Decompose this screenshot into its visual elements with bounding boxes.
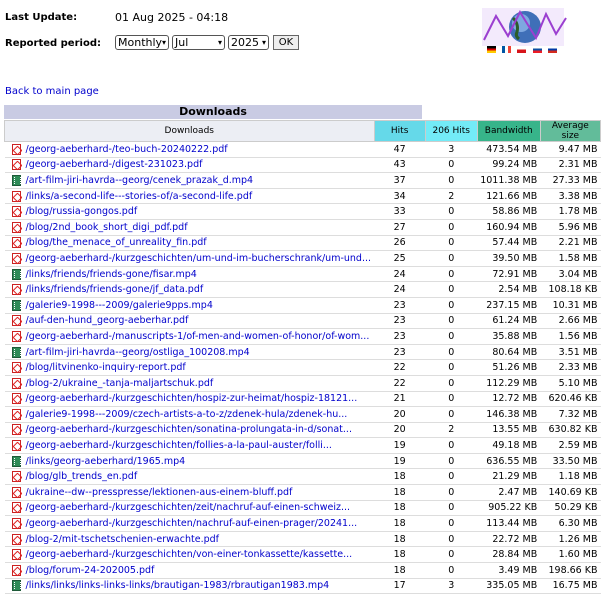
download-link[interactable]: /georg-aeberhard-/kurzgeschichten/von-einer-tonkassette/kassette... (25, 549, 353, 561)
last-update-label: Last Update: (5, 12, 78, 23)
download-cell (5, 329, 375, 345)
download-cell (5, 204, 375, 220)
table-row (5, 360, 601, 376)
table-row (5, 329, 601, 345)
average-size-cell: 10.31 MB (540, 297, 600, 313)
hits-cell: 18 (374, 547, 425, 563)
table-row (5, 438, 601, 454)
hits-206-cell: 0 (425, 516, 477, 532)
hits-206-cell: 0 (425, 391, 477, 407)
pdf-file-icon (12, 222, 21, 233)
ok-button[interactable]: OK (273, 35, 299, 50)
hits-206-cell: 0 (425, 282, 477, 298)
download-link[interactable]: /georg-aeberhard-/kurzgeschichten/um-und-im-bucherschrank/um-und... (25, 252, 372, 264)
download-link[interactable]: /ukraine--dw--presspresse/lektionen-aus-einem-bluff.pdf (25, 486, 293, 498)
table-row (5, 500, 601, 516)
video-file-icon (12, 580, 21, 591)
download-link[interactable]: /georg-aeberhard-/kurzgeschichten/zeit/nachruf-auf-einen-schweiz... (25, 502, 351, 514)
downloads-section-title: Downloads (4, 105, 422, 119)
hits-206-cell: 0 (425, 407, 477, 423)
hits-cell: 20 (374, 422, 425, 438)
average-size-cell: 3.04 MB (540, 266, 600, 282)
hits-206-cell: 0 (425, 500, 477, 516)
flag-de-icon[interactable] (487, 46, 496, 53)
download-cell (5, 485, 375, 501)
average-size-cell: 1.56 MB (540, 329, 600, 345)
hits-cell: 26 (374, 235, 425, 251)
download-link[interactable]: /blog-2/ukraine_-tanja-maljartschuk.pdf (25, 377, 214, 389)
table-row (5, 407, 601, 423)
hits-cell: 34 (374, 188, 425, 204)
download-link[interactable]: /georg-aeberhard-/kurzgeschichten/nachruf-auf-einen-prager/20241... (25, 518, 358, 530)
pdf-file-icon (12, 393, 21, 404)
bandwidth-cell: 28.84 MB (477, 547, 540, 563)
month-value: Jul (175, 36, 189, 49)
table-row (5, 251, 601, 267)
bandwidth-cell: 35.88 MB (477, 329, 540, 345)
video-file-icon (12, 269, 21, 280)
bandwidth-cell: 72.91 MB (477, 266, 540, 282)
average-size-cell: 2.66 MB (540, 313, 600, 329)
col-bandwidth: Bandwidth (477, 121, 540, 142)
table-row (5, 204, 601, 220)
download-cell (5, 297, 375, 313)
pdf-file-icon (12, 331, 21, 342)
pdf-file-icon (12, 534, 21, 545)
average-size-cell: 198.66 KB (540, 563, 600, 579)
hits-206-cell: 0 (425, 204, 477, 220)
bandwidth-cell: 99.24 MB (477, 157, 540, 173)
bandwidth-cell: 3.49 MB (477, 563, 540, 579)
pdf-file-icon (12, 565, 21, 576)
download-cell (5, 313, 375, 329)
average-size-cell: 9.47 MB (540, 142, 600, 158)
bandwidth-cell: 473.54 MB (477, 142, 540, 158)
hits-206-cell: 0 (425, 251, 477, 267)
table-row (5, 469, 601, 485)
download-cell (5, 516, 375, 532)
chevron-down-icon: ▾ (161, 38, 166, 47)
average-size-cell: 3.38 MB (540, 188, 600, 204)
hits-cell: 17 (374, 578, 425, 594)
bandwidth-cell: 2.54 MB (477, 282, 540, 298)
hits-cell: 19 (374, 438, 425, 454)
hits-206-cell: 3 (425, 142, 477, 158)
average-size-cell: 16.75 MB (540, 578, 600, 594)
table-row (5, 578, 601, 594)
average-size-cell: 1.58 MB (540, 251, 600, 267)
download-link[interactable]: /georg-aeberhard-/kurzgeschichten/sonatina-prolungata-in-d/sonat... (25, 424, 352, 436)
hits-cell: 23 (374, 344, 425, 360)
download-link[interactable]: /georg-aeberhard-/kurzgeschichten/follies-a-la-paul-auster/folli... (25, 440, 332, 452)
hits-206-cell: 0 (425, 360, 477, 376)
hits-cell: 33 (374, 204, 425, 220)
average-size-cell: 6.30 MB (540, 516, 600, 532)
average-size-cell: 27.33 MB (540, 173, 600, 189)
hits-cell: 23 (374, 297, 425, 313)
bandwidth-cell: 146.38 MB (477, 407, 540, 423)
table-row (5, 188, 601, 204)
download-link[interactable]: /blog-2/mit-tschetschenien-erwachte.pdf (25, 533, 219, 545)
pdf-file-icon (12, 424, 21, 435)
col-hits: Hits (374, 121, 425, 142)
bandwidth-cell: 636.55 MB (477, 453, 540, 469)
table-row (5, 282, 601, 298)
hits-cell: 47 (374, 142, 425, 158)
hits-206-cell: 0 (425, 438, 477, 454)
hits-cell: 18 (374, 531, 425, 547)
hits-cell: 22 (374, 375, 425, 391)
download-link[interactable]: /art-film-jiri-havrda--georg/cenek_prazak_d.mp4 (25, 174, 254, 186)
video-file-icon (12, 347, 21, 358)
hits-206-cell: 0 (425, 547, 477, 563)
average-size-cell: 50.29 KB (540, 500, 600, 516)
average-size-cell: 2.21 MB (540, 235, 600, 251)
download-link[interactable]: /georg-aeberhard-/kurzgeschichten/hospiz-zur-heimat/hospiz-18121... (25, 393, 358, 405)
hits-206-cell: 0 (425, 485, 477, 501)
download-cell (5, 469, 375, 485)
hits-cell: 18 (374, 563, 425, 579)
hits-cell: 24 (374, 266, 425, 282)
table-row (5, 547, 601, 563)
video-file-icon (12, 456, 21, 467)
hits-cell: 23 (374, 313, 425, 329)
table-row (5, 531, 601, 547)
download-link[interactable]: /galerie9-1998---2009/galerie9pps.mp4 (25, 299, 213, 311)
hits-cell: 18 (374, 469, 425, 485)
hits-206-cell: 0 (425, 157, 477, 173)
table-row (5, 563, 601, 579)
pdf-file-icon (12, 315, 21, 326)
average-size-cell: 5.96 MB (540, 219, 600, 235)
chevron-down-icon: ▾ (217, 38, 222, 47)
hits-206-cell: 0 (425, 235, 477, 251)
download-cell (5, 500, 375, 516)
average-size-cell: 7.32 MB (540, 407, 600, 423)
pdf-file-icon (12, 471, 21, 482)
table-row (5, 516, 601, 532)
video-file-icon (12, 300, 21, 311)
table-row (5, 391, 601, 407)
table-row (5, 173, 601, 189)
download-cell (5, 282, 375, 298)
downloads-table (4, 120, 601, 594)
average-size-cell: 1.26 MB (540, 531, 600, 547)
pdf-file-icon (12, 284, 21, 295)
hits-206-cell: 0 (425, 297, 477, 313)
download-link[interactable]: /georg-aeberhard-/manuscripts-1/of-men-and-women-of-honor/of-wom... (25, 330, 370, 342)
hits-cell: 22 (374, 360, 425, 376)
table-row (5, 297, 601, 313)
hits-cell: 37 (374, 173, 425, 189)
pdf-file-icon (12, 409, 21, 420)
report-header (0, 0, 604, 70)
hits-cell: 23 (374, 329, 425, 345)
average-size-cell: 630.82 KB (540, 422, 600, 438)
download-cell (5, 547, 375, 563)
download-cell (5, 578, 375, 594)
back-to-main-link[interactable]: Back to main page (5, 86, 99, 97)
download-link[interactable]: /links/a-second-life---stories-of/a-second-life.pdf (25, 190, 253, 202)
table-row (5, 219, 601, 235)
download-cell (5, 422, 375, 438)
hits-206-cell: 0 (425, 531, 477, 547)
pdf-file-icon (12, 253, 21, 264)
table-row (5, 266, 601, 282)
hits-206-cell: 0 (425, 329, 477, 345)
pdf-file-icon (12, 502, 21, 513)
average-size-cell: 140.69 KB (540, 485, 600, 501)
bandwidth-cell: 160.94 MB (477, 219, 540, 235)
bandwidth-cell: 905.22 KB (477, 500, 540, 516)
last-update-value: 01 Aug 2025 - 04:18 (115, 11, 229, 24)
average-size-cell: 108.18 KB (540, 282, 600, 298)
hits-cell: 43 (374, 157, 425, 173)
pdf-file-icon (12, 237, 21, 248)
bandwidth-cell: 113.44 MB (477, 516, 540, 532)
download-cell (5, 563, 375, 579)
table-row (5, 422, 601, 438)
bandwidth-cell: 61.24 MB (477, 313, 540, 329)
pdf-file-icon (12, 144, 21, 155)
bandwidth-cell: 1011.38 MB (477, 173, 540, 189)
download-link[interactable]: /auf-den-hund_georg-aeberhar.pdf (25, 315, 189, 327)
bandwidth-cell: 58.86 MB (477, 204, 540, 220)
month-select[interactable] (172, 35, 225, 50)
download-cell (5, 157, 375, 173)
download-link[interactable]: /georg-aeberhard-/digest-231023.pdf (25, 159, 203, 171)
table-row (5, 157, 601, 173)
hits-206-cell: 0 (425, 375, 477, 391)
hits-206-cell: 2 (425, 188, 477, 204)
table-row (5, 375, 601, 391)
bandwidth-cell: 51.26 MB (477, 360, 540, 376)
pdf-file-icon (12, 159, 21, 170)
hits-206-cell: 0 (425, 469, 477, 485)
bandwidth-cell: 80.64 MB (477, 344, 540, 360)
col-average-size: Average size (540, 121, 600, 142)
download-cell (5, 173, 375, 189)
hits-cell: 21 (374, 391, 425, 407)
download-link[interactable]: /blog/the_menace_of_unreality_fin.pdf (25, 237, 207, 249)
bandwidth-cell: 121.66 MB (477, 188, 540, 204)
pdf-file-icon (12, 362, 21, 373)
hits-206-cell: 0 (425, 173, 477, 189)
average-size-cell: 3.51 MB (540, 344, 600, 360)
average-size-cell: 5.10 MB (540, 375, 600, 391)
table-row (5, 485, 601, 501)
download-link[interactable]: /links/links/links-links-links/brautigan-1983/rbrautigan1983.mp4 (25, 580, 330, 592)
download-cell (5, 407, 375, 423)
download-cell (5, 531, 375, 547)
bandwidth-cell: 22.72 MB (477, 531, 540, 547)
hits-206-cell: 3 (425, 578, 477, 594)
average-size-cell: 1.78 MB (540, 204, 600, 220)
hits-206-cell: 0 (425, 563, 477, 579)
download-link[interactable]: /links/friends/friends-gone/jf_data.pdf (25, 284, 204, 296)
period-type-select[interactable] (115, 35, 169, 50)
download-link[interactable]: /blog/forum-24-202005.pdf (25, 564, 155, 576)
bandwidth-cell: 2.47 MB (477, 485, 540, 501)
download-link[interactable]: /blog/russia-gongos.pdf (25, 206, 138, 218)
hits-206-cell: 0 (425, 266, 477, 282)
year-value: 2025 (231, 36, 259, 49)
col-downloads: Downloads (5, 121, 375, 142)
bandwidth-cell: 39.50 MB (477, 251, 540, 267)
bandwidth-cell: 21.29 MB (477, 469, 540, 485)
hits-cell: 24 (374, 282, 425, 298)
download-cell (5, 251, 375, 267)
reported-period-label: Reported period: (5, 38, 101, 49)
download-cell (5, 391, 375, 407)
pdf-file-icon (12, 440, 21, 451)
download-link[interactable]: /blog/glb_trends_en.pdf (25, 471, 138, 483)
pdf-file-icon (12, 378, 21, 389)
bandwidth-cell: 237.15 MB (477, 297, 540, 313)
table-row (5, 142, 601, 158)
table-row (5, 313, 601, 329)
hits-206-cell: 0 (425, 219, 477, 235)
col-206-hits: 206 Hits (425, 121, 477, 142)
average-size-cell: 2.31 MB (540, 157, 600, 173)
download-cell (5, 360, 375, 376)
hits-cell: 18 (374, 500, 425, 516)
pdf-file-icon (12, 206, 21, 217)
download-cell (5, 142, 375, 158)
download-link[interactable]: /links/friends/friends-gone/fisar.mp4 (25, 268, 197, 280)
pdf-file-icon (12, 487, 21, 498)
download-cell (5, 235, 375, 251)
download-cell (5, 438, 375, 454)
average-size-cell: 2.59 MB (540, 438, 600, 454)
flag-ru-icon[interactable] (548, 46, 557, 53)
average-size-cell: 33.50 MB (540, 453, 600, 469)
language-flags (487, 46, 560, 57)
bandwidth-cell: 12.72 MB (477, 391, 540, 407)
download-cell (5, 453, 375, 469)
download-link[interactable]: /galerie9-1998---2009/czech-artists-a-to-z/zdenek-hula/zdenek-hu... (25, 408, 348, 420)
hits-206-cell: 0 (425, 453, 477, 469)
flag-fr-icon[interactable] (502, 46, 511, 53)
download-link[interactable]: /links/georg-aeberhard/1965.mp4 (25, 455, 186, 467)
hits-cell: 25 (374, 251, 425, 267)
bandwidth-cell: 13.55 MB (477, 422, 540, 438)
flag-cz-icon[interactable] (517, 46, 526, 53)
hits-cell: 18 (374, 516, 425, 532)
bandwidth-cell: 335.05 MB (477, 578, 540, 594)
download-link[interactable]: /georg-aeberhard-/teo-buch-20240222.pdf (25, 143, 228, 155)
table-header-row (5, 121, 601, 142)
hits-cell: 18 (374, 485, 425, 501)
pdf-file-icon (12, 549, 21, 560)
hits-cell: 19 (374, 453, 425, 469)
table-row (5, 344, 601, 360)
download-link[interactable]: /blog/litvinenko-inquiry-report.pdf (25, 362, 186, 374)
hits-206-cell: 0 (425, 313, 477, 329)
download-cell (5, 219, 375, 235)
hits-cell: 20 (374, 407, 425, 423)
download-cell (5, 344, 375, 360)
table-row (5, 453, 601, 469)
average-size-cell: 2.33 MB (540, 360, 600, 376)
bandwidth-cell: 112.29 MB (477, 375, 540, 391)
video-file-icon (12, 175, 21, 186)
bandwidth-cell: 49.18 MB (477, 438, 540, 454)
chevron-down-icon: ▾ (261, 38, 266, 47)
average-size-cell: 1.60 MB (540, 547, 600, 563)
year-select[interactable] (228, 35, 269, 50)
table-row (5, 235, 601, 251)
hits-206-cell: 0 (425, 344, 477, 360)
download-link[interactable]: /art-film-jiri-havrda--georg/ostliga_100208.mp4 (25, 346, 250, 358)
pdf-file-icon (12, 518, 21, 529)
bandwidth-cell: 57.44 MB (477, 235, 540, 251)
download-cell (5, 188, 375, 204)
hits-206-cell: 2 (425, 422, 477, 438)
hits-cell: 27 (374, 219, 425, 235)
pdf-file-icon (12, 191, 21, 202)
flag-sk-icon[interactable] (533, 46, 542, 53)
download-cell (5, 375, 375, 391)
average-size-cell: 1.18 MB (540, 469, 600, 485)
download-cell (5, 266, 375, 282)
average-size-cell: 620.46 KB (540, 391, 600, 407)
download-link[interactable]: /blog/2nd_book_short_digi_pdf.pdf (25, 221, 188, 233)
period-type-value: Monthly (118, 36, 163, 49)
